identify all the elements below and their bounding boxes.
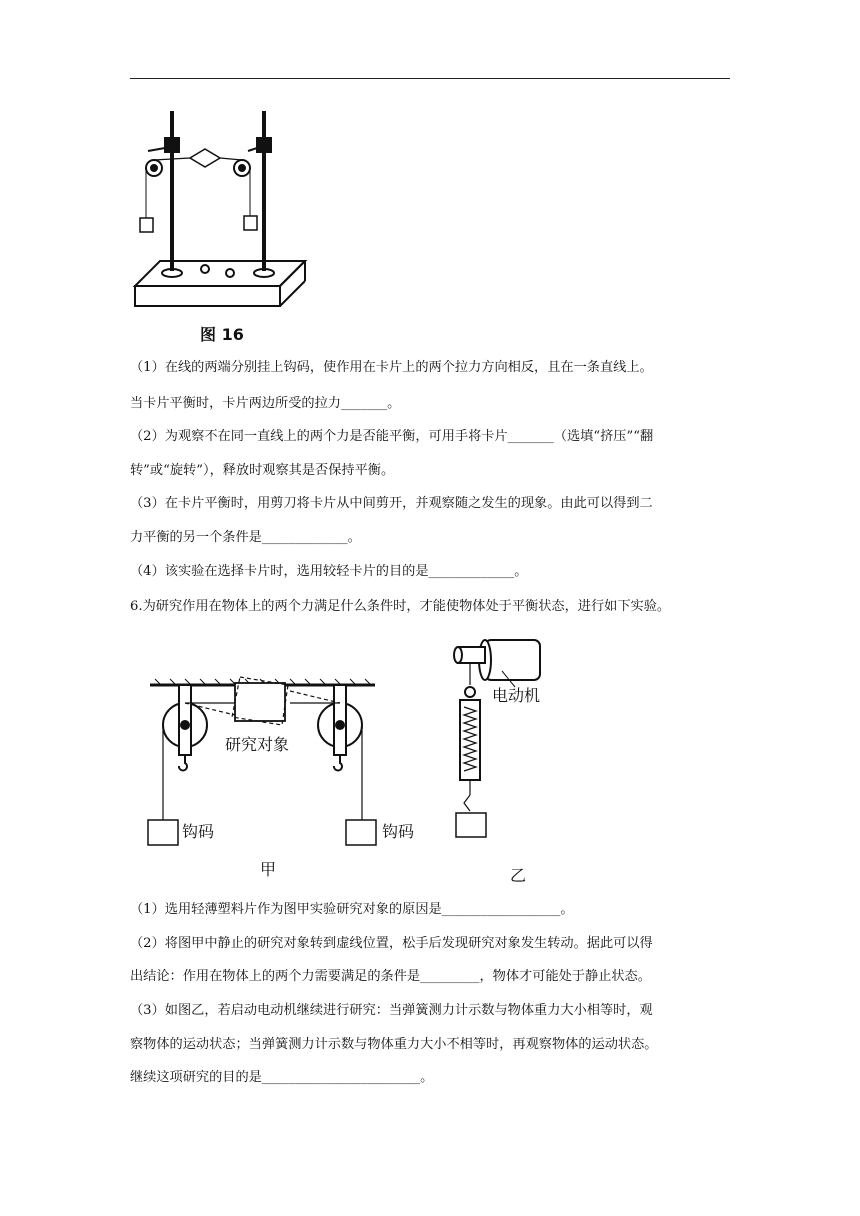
q5-item4-line1: （4）该实验在选择卡片时，选用较轻卡片的目的是_____________。 [130,564,528,579]
q6-item3-line1: （3）如图乙，若启动电动机继续进行研究：当弹簧测力计示数与物体重力大小相等时，观 [130,1003,653,1018]
q5-item2-line2: 转”或“旋转”），释放时观察其是否保持平衡。 [130,463,395,478]
q6-item3-line2: 察物体的运动状态；当弹簧测力计示数与物体重力大小不相等时，再观察物体的运动状态。 [130,1037,658,1052]
label-research-object: 研究对象 [225,735,290,754]
figure-16-caption: 图 16 [200,325,244,344]
figure-16-apparatus [130,106,310,311]
label-weight-right: 钩码 [382,822,415,841]
q5-item3-line2: 力平衡的另一个条件是_____________。 [130,530,361,545]
q6-item2-line1: （2）将图甲中静止的研究对象转到虚线位置，松手后发现研究对象发生转动。据此可以得 [130,936,653,951]
q6-stem: 6.为研究作用在物体上的两个力满足什么条件时，才能使物体处于平衡状态，进行如下实验。 [130,599,671,614]
q6-item3-line3: 继续这项研究的目的是________________________。 [130,1070,434,1085]
caption-yi: 乙 [510,866,527,885]
figure-q6-apparatus [140,635,580,885]
q6-item1-line1: （1）选用轻薄塑料片作为图甲实验研究对象的原因是__________________。 [130,902,574,917]
q5-item1-line2: 当卡片平衡时，卡片两边所受的拉力_______。 [130,396,401,411]
caption-jia: 甲 [260,860,277,879]
q6-item2-line2: 出结论：作用在物体上的两个力需要满足的条件是_________，物体才可能处于静止状态。 [130,969,651,984]
label-motor: 电动机 [492,686,541,705]
label-weight-left: 钩码 [182,822,215,841]
q5-item2-line1: （2）为观察不在同一直线上的两个力是否能平衡，可用手将卡片_______（选填“挤压”“翻 [130,429,654,444]
q5-item3-line1: （3）在卡片平衡时，用剪刀将卡片从中间剪开，并观察随之发生的现象。由此可以得到二 [130,496,653,511]
q5-item1-line1: （1）在线的两端分别挂上钩码，使作用在卡片上的两个拉力方向相反，且在一条直线上。 [130,360,653,375]
header-rule [130,78,730,79]
